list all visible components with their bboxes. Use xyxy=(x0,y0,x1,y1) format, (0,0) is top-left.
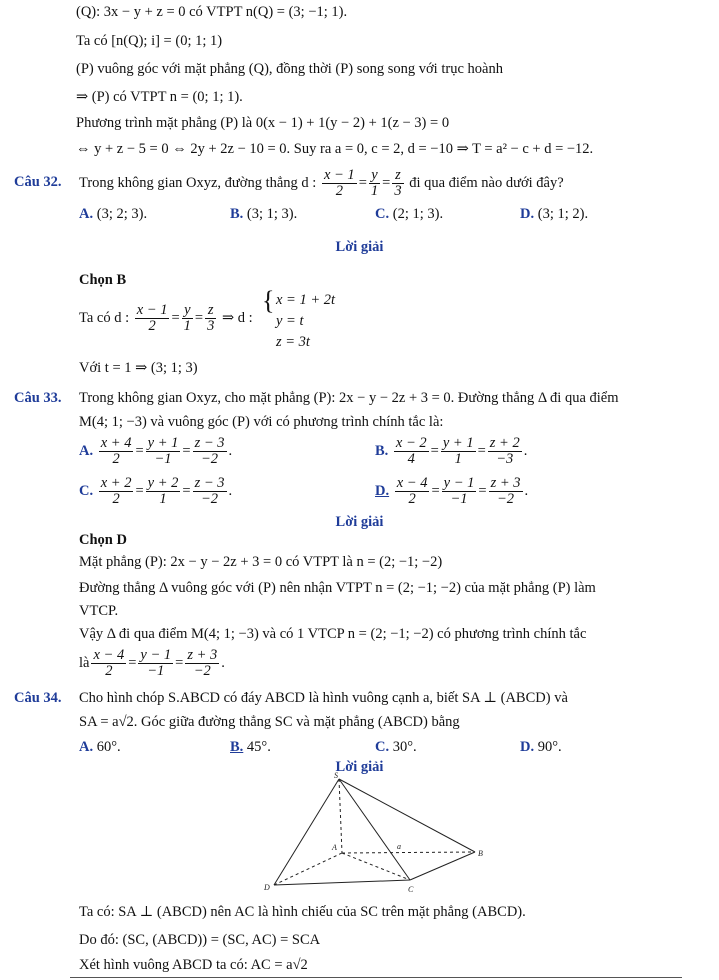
vertex-label: S xyxy=(334,771,338,780)
solution-line: Ta có: SA ⊥ (ABCD) nên AC là hình chiếu của SC trên mặt phẳng (ABCD). xyxy=(79,904,526,920)
option-c[interactable]: C. $\frac{x + 2}{2}$ = $\frac{y + 2}{1}$ = $\frac{z - 3}{-2}$ . xyxy=(79,475,233,508)
text-line: (Q): 3x − y + z = 0 có VTPT n(Q) = (3; −1; 1). xyxy=(76,4,348,20)
question-text: SA = a√2. Góc giữa đường thẳng SC và mặt phẳng (ABCD) bằng xyxy=(79,714,460,730)
option-c[interactable]: C. 30°. xyxy=(375,739,417,755)
option-b[interactable]: B. 45°. xyxy=(230,739,271,755)
text-line: (P) vuông góc với mặt phẳng (Q), đồng thời (P) song song với trục hoành xyxy=(76,61,503,77)
question-text: Trong không gian Oxyz, cho mặt phẳng (P): 2x − y − 2z + 3 = 0. Đường thẳng Δ đi qua điểm xyxy=(79,390,619,406)
option-b[interactable]: B. $\frac{x - 2}{4}$ = $\frac{y + 1}{1}$ = $\frac{z + 2}{-3}$ . xyxy=(375,435,528,468)
question-text: Cho hình chóp S.ABCD có đáy ABCD là hình vuông cạnh a, biết SA ⊥ (ABCD) và xyxy=(79,690,568,706)
vertex-label: C xyxy=(408,885,414,894)
solution-line: Ta có d : $\frac{x - 1}{2}$ = $\frac{y}{1}$ = $\frac{z}{3}$ ⇒ d : xyxy=(79,302,253,335)
option-a[interactable]: A. (3; 2; 3). xyxy=(79,206,148,222)
question-prefix: Trong không gian Oxyz, đường thẳng d : xyxy=(79,174,317,191)
solution-heading: Lời giải xyxy=(335,759,384,775)
solution-line: Vậy Δ đi qua điểm M(4; 1; −3) và có 1 VTCP n = (2; −1; −2) có phương trình chính tắc xyxy=(79,626,587,642)
question-number: Câu 32. xyxy=(14,174,62,190)
answer-choice: Chọn B xyxy=(79,272,127,288)
solution-line: VTCP. xyxy=(79,603,119,619)
question-number: Câu 34. xyxy=(14,690,62,706)
edge-label: a xyxy=(397,842,401,851)
option-d[interactable]: D. 90°. xyxy=(520,739,562,755)
solution-line: Với t = 1 ⇒ (3; 1; 3) xyxy=(79,360,198,376)
text-line: Phương trình mặt phẳng (P) là 0(x − 1) + 1(y − 2) + 1(z − 3) = 0 xyxy=(76,115,450,131)
pyramid-figure xyxy=(250,770,490,900)
edge-sd xyxy=(274,779,339,885)
option-b[interactable]: B. (3; 1; 3). xyxy=(230,206,298,222)
brace: { xyxy=(262,286,275,315)
solution-line: là $\frac{x - 4}{2}$ = $\frac{y - 1}{-1}$ = $\frac{z + 3}{-2}$ . xyxy=(79,647,225,680)
option-d[interactable]: D. (3; 1; 2). xyxy=(520,206,589,222)
fraction: $\frac{x - 1}{2}$ xyxy=(323,167,355,199)
option-d[interactable]: D. $\frac{x - 4}{2}$ = $\frac{y - 1}{-1}$ = $\frac{z + 3}{-2}$ . xyxy=(375,475,529,508)
option-a[interactable]: A. $\frac{x + 4}{2}$ = $\frac{y + 1}{-1}$ = $\frac{z - 3}{-2}$ . xyxy=(79,435,233,468)
edge-cb xyxy=(410,852,475,880)
fraction: $\frac{y}{1}$ xyxy=(370,167,379,199)
fraction: $\frac{z}{3}$ xyxy=(394,167,402,199)
vertex-label: A xyxy=(332,843,337,852)
solution-heading: Lời giải xyxy=(335,514,384,530)
edge-sa xyxy=(339,779,342,853)
text-line: ⇒ (P) có VTPT n = (0; 1; 1). xyxy=(76,89,243,105)
vertex-label: B xyxy=(478,849,483,858)
edge-sb xyxy=(339,779,475,852)
solution-line: Xét hình vuông ABCD ta có: AC = a√2 xyxy=(79,957,308,973)
answer-choice: Chọn D xyxy=(79,532,127,548)
edge-ac xyxy=(342,853,410,880)
question-number: Câu 33. xyxy=(14,390,62,406)
question-text: Trong không gian Oxyz, đường thẳng d : $\frac{x - 1}{2}$ = $\frac{y}{1}$ = $\frac{z}{3}$ đi qua điểm nào dưới đây? xyxy=(79,167,564,199)
option-a[interactable]: A. 60°. xyxy=(79,739,121,755)
solution-line: Mặt phẳng (P): 2x − y − 2z + 3 = 0 có VTPT là n = (2; −1; −2) xyxy=(79,554,443,570)
option-c[interactable]: C. (2; 1; 3). xyxy=(375,206,444,222)
edge-dc xyxy=(274,880,410,885)
solution-line: Đường thẳng Δ vuông góc với (P) nên nhận VTPT n = (2; −1; −2) của mặt phẳng (P) làm xyxy=(79,580,596,596)
equation-system: x = 1 + 2t y = t z = 3t xyxy=(276,292,336,350)
edge-sc xyxy=(339,779,410,880)
footer-rule xyxy=(70,977,682,978)
text-line: Ta có [n(Q); i] = (0; 1; 1) xyxy=(76,33,223,49)
solution-heading: Lời giải xyxy=(335,239,384,255)
question-text: M(4; 1; −3) và vuông góc (P) với có phương trình chính tắc là: xyxy=(79,414,444,430)
text-line: ⇔ y + z − 5 = 0 ⇔ 2y + 2z − 10 = 0. Suy ra a = 0, c = 2, d = −10 ⇒ T = a² − c + d = −12. xyxy=(76,141,594,157)
solution-line: Do đó: (SC, (ABCD)) = (SC, AC) = SCA xyxy=(79,932,321,948)
vertex-label: D xyxy=(264,883,270,892)
edge-ab xyxy=(342,852,475,853)
question-suffix: đi qua điểm nào dưới đây? xyxy=(409,174,564,191)
